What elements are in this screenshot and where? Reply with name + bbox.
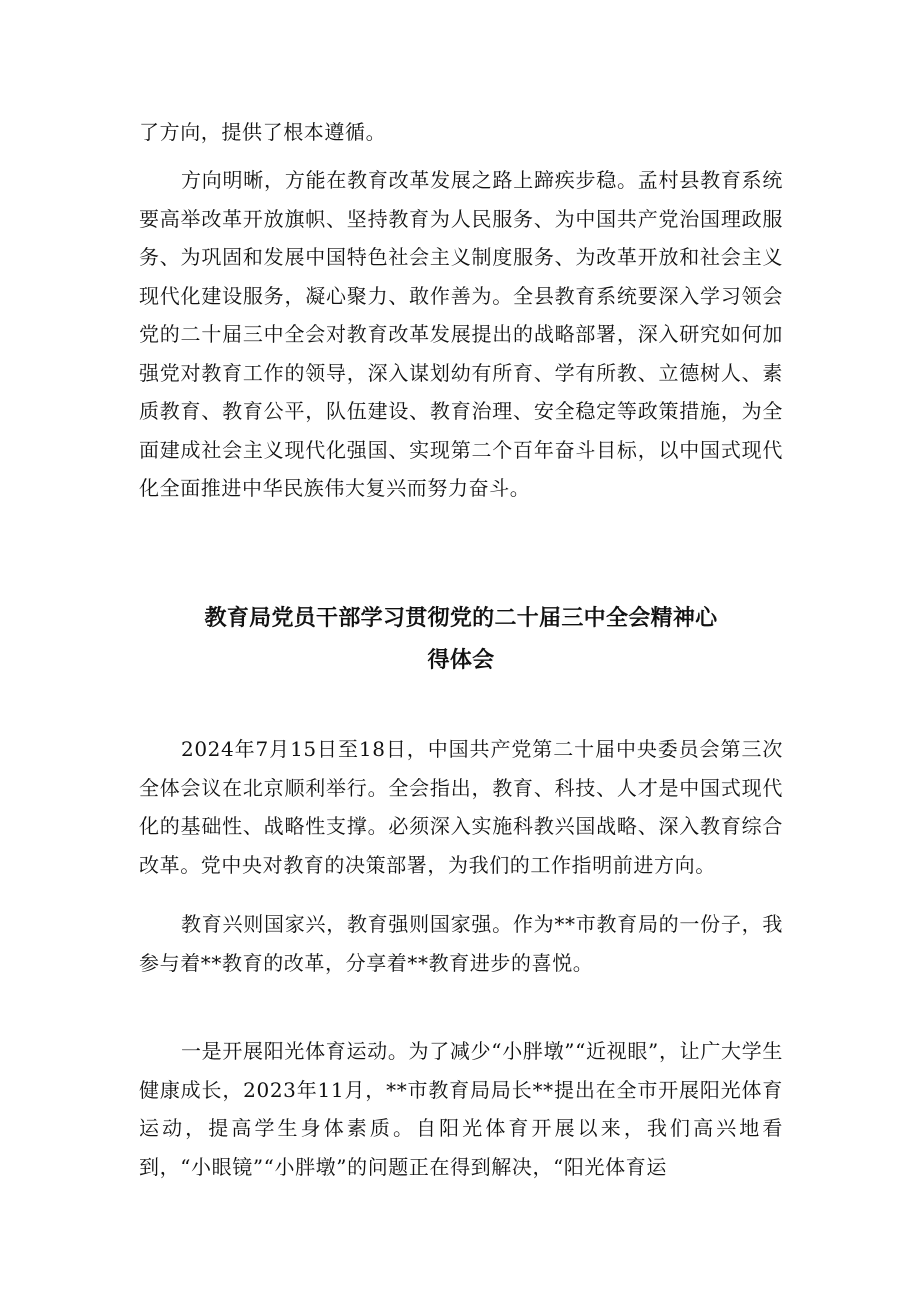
document-page [139, 0, 783, 1301]
continuation-paragraph: 了方向，提供了根本遵循。 [139, 120, 387, 144]
sunshine-sports-paragraph: 一是开展阳光体育运动。为了减少“小胖墩”“近视眼”，让广大学生健康成长，2023年11月，**市教育局局长**提出在全市开展阳光体育运动，提高学生身体素质。自阳光体育开展以来，我们高兴地看到，“小眼镜”“小胖墩”的问题正在得到解决，“阳光体育运 [139, 1039, 783, 1179]
article-title-line-1: 教育局党员干部学习贯彻党的二十届三中全会精神心 [204, 606, 718, 631]
article-title [139, 598, 783, 682]
article-title-line-2: 得体会 [427, 648, 495, 673]
direction-paragraph: 方向明晰，方能在教育改革发展之路上蹄疾步稳。孟村县教育系统要高举改革开放旗帜、坚持教育为人民服务、为中国共产党治国理政服务、为巩固和发展中国特色社会主义制度服务、为改革开放和社会主义现代化建设服务，凝心聚力、敢作善为。全县教育系统要深入学习领会党的二十届三中全会对教育改革发展提出的战略部署，深入研究如何加强党对教育工作的领导，深入谋划幼有所育、学有所教、立德树人、素质教育、教育公平，队伍建设、教育治理、安全稳定等政策措施，为全面建成社会主义现代化强国、实现第二个百年奋斗目标，以中国式现代化全面推进中华民族伟大复兴而努力奋斗。 [139, 168, 783, 500]
education-strong-paragraph: 教育兴则国家兴，教育强则国家强。作为**市教育局的一份子，我参与着**教育的改革，分享着**教育进步的喜悦。 [139, 912, 783, 975]
plenum-paragraph: 2024年7月15日至18日，中国共产党第二十届中央委员会第三次全体会议在北京顺利举行。全会指出，教育、科技、人才是中国式现代化的基础性、战略性支撑。必须深入实施科教兴国战略、深入教育综合改革。党中央对教育的决策部署，为我们的工作指明前进方向。 [139, 737, 783, 877]
